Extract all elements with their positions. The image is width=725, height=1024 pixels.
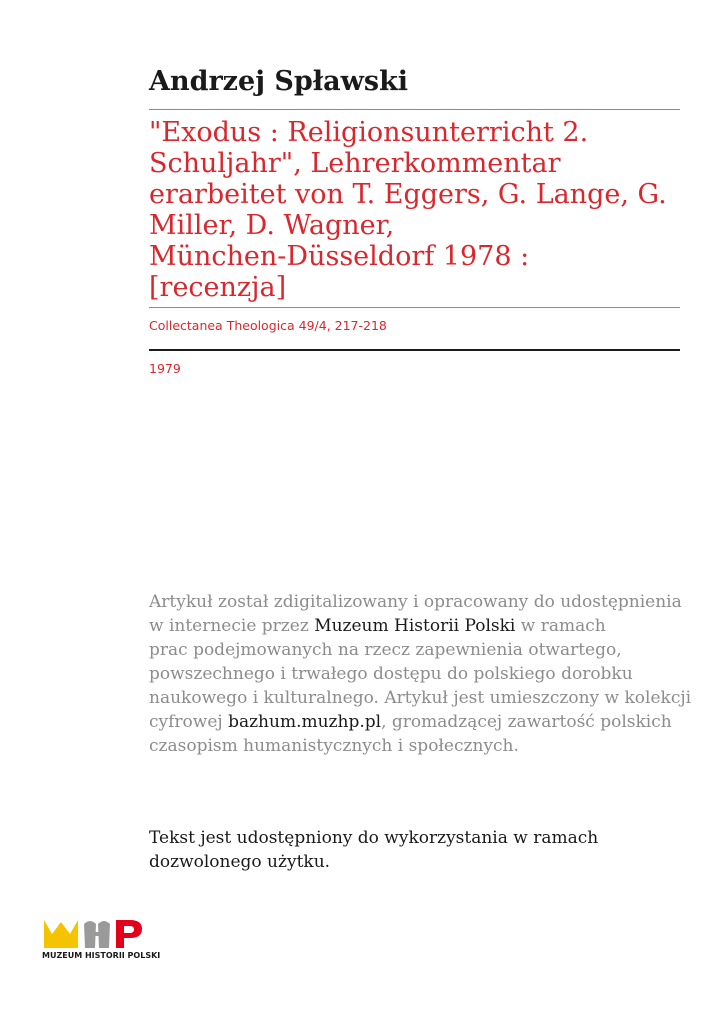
logo-m-icon [44, 920, 78, 948]
journal-citation: Collectanea Theologica 49/4, 217-218 [149, 318, 387, 333]
bazhum-link[interactable]: bazhum.muzhp.pl [228, 712, 382, 732]
digitization-notice [149, 590, 692, 758]
title-line: erarbeitet von T. Eggers, G. Lange, G. [149, 179, 667, 210]
title-line: Miller, D. Wagner, [149, 210, 395, 241]
notice-line: w internecie przez Muzeum Historii Polski w ramach [149, 616, 606, 636]
title-line: [recenzja] [149, 272, 287, 303]
notice-line: Artykuł został zdigitalizowany i opracowany do udostępnienia [149, 592, 682, 612]
article-title [149, 117, 669, 303]
notice-line: naukowego i kulturalnego. Artykuł jest umieszczony w kolekcji [149, 688, 692, 708]
logo-caption: MUZEUM HISTORII POLSKI [42, 951, 161, 960]
license-notice [149, 826, 679, 874]
title-divider [149, 307, 680, 308]
logo-h-icon [84, 921, 110, 948]
museum-logo-icon [42, 918, 162, 968]
title-line: "Exodus : Religionsunterricht 2. [149, 117, 589, 148]
notice-line: czasopism humanistycznych i społecznych. [149, 736, 519, 756]
title-line: München-Düsseldorf 1978 : [149, 241, 530, 272]
museum-link[interactable]: Muzeum Historii Polski [314, 616, 516, 636]
license-line: Tekst jest udostępniony do wykorzystania w ramach [149, 828, 599, 848]
logo-p-icon [116, 920, 142, 948]
publication-year: 1979 [149, 361, 181, 376]
title-line: Schuljahr", Lehrerkommentar [149, 148, 561, 179]
notice-line: cyfrowej bazhum.muzhp.pl, gromadzącej zawartość polskich [149, 712, 672, 732]
author-name: Andrzej Spławski [149, 66, 409, 97]
notice-line: powszechnego i trwałego dostępu do polskiego dorobku [149, 664, 633, 684]
license-line: dozwolonego użytku. [149, 852, 331, 872]
journal-divider [149, 349, 680, 351]
notice-line: prac podejmowanych na rzecz zapewnienia otwartego, [149, 640, 622, 660]
top-divider [149, 109, 680, 110]
